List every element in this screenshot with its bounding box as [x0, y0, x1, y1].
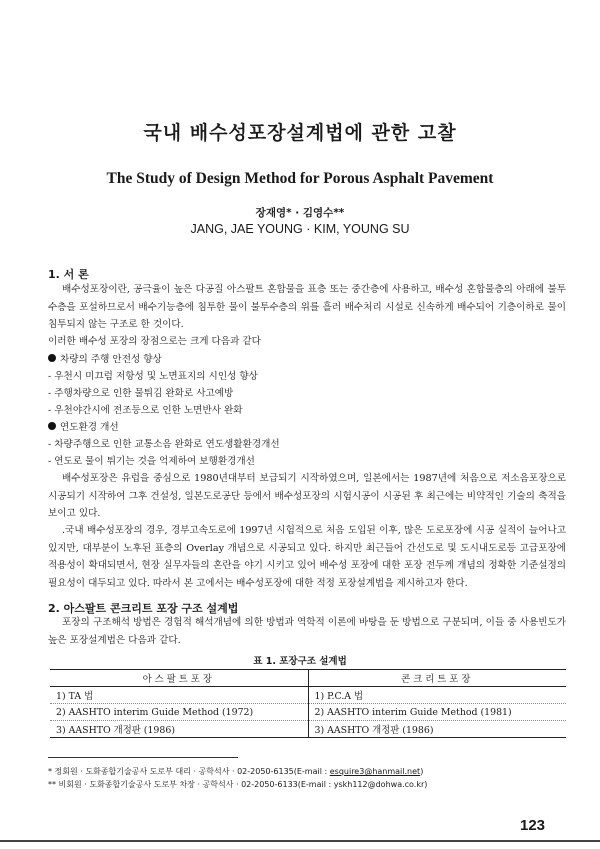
- table-cell: 1) P.C.A 법: [308, 687, 566, 704]
- footnote-1: [48, 766, 423, 777]
- footnote-separator: [48, 757, 238, 758]
- bullet-icon: [48, 422, 56, 430]
- table-header-asphalt: 아스팔트포장: [50, 670, 308, 687]
- table-row: [50, 721, 566, 738]
- table-row: [50, 687, 566, 704]
- intro-paragraph-1: 배수성포장이란, 공극율이 높은 다공질 아스팔트 혼합물을 표층 또는 중간층에 사용하고, 배수성 혼합물층의 아래에 불투수층을 포설하므로서 배수기능층에 침투한 물이 불투수층의 위를 흘러 배수처리 시설로 신속하게 배수되어 기층이하로 물이 침투되지 않는 구조로 한 것이다.: [48, 284, 566, 330]
- paper-subtitle: The Study of Design Method for Porous Asphalt Pavement: [106, 170, 494, 187]
- list-item: - 주행차량으로 인한 물튀김 완화로 사고예방: [48, 388, 234, 399]
- bullet-label: 연도환경 개선: [60, 422, 119, 433]
- bottom-rule: [0, 840, 600, 842]
- bullet-label: 차량의 주행 안전성 향상: [60, 354, 162, 365]
- table-header-row: [50, 670, 566, 687]
- footnote-1-text: * 정회원 · 도화종합기술공사 도로부 대리 · 공학석사 · 02-2050-6135(E-mail :: [48, 767, 330, 776]
- list-item: - 우천시 미끄럼 저항성 및 노면표지의 시인성 향상: [48, 371, 258, 382]
- authors-english: JANG, JAE YOUNG · KIM, YOUNG SU: [190, 222, 410, 236]
- page-number: 123: [520, 817, 546, 834]
- section-2-paragraph: 포장의 구조해석 방법은 경험적 해석개념에 의한 방법과 역학적 이론에 바탕을 둔 방법으로 구분되며, 이들 중 사용빈도가 높은 포장설계법은 다음과 같다.: [48, 617, 566, 646]
- authors-korean: 장재영* · 김영수**: [255, 207, 345, 219]
- table-row: [50, 704, 566, 721]
- table-cell: 3) AASHTO 개정판 (1986): [308, 721, 566, 738]
- footnote-2: ** 비회원 · 도화종합기술공사 도로부 차장 · 공학석사 · 02-2050-6133(E-mail : yskh112@dohwa.co.kr): [48, 780, 428, 789]
- table-cell: 2) AASHTO interim Guide Method (1972): [50, 704, 308, 721]
- list-item: - 우천야간시에 전조등으로 인한 노면반사 완화: [48, 405, 243, 416]
- intro-paragraph-2: 이러한 배수성 포장의 장점으로는 크게 다음과 같다: [48, 336, 261, 347]
- table-cell: 3) AASHTO 개정판 (1986): [50, 721, 308, 738]
- footnote-1-close: ): [420, 767, 424, 776]
- paper-title: 국내 배수성포장설계법에 관한 고찰: [143, 122, 457, 144]
- bullet-roadside-environment: [48, 419, 119, 437]
- intro-paragraph-4: .국내 배수성포장의 경우, 경부고속도로에 1997년 시험적으로 처음 도입된 이후, 많은 도로포장에 시공 실적이 늘어나고 있지만, 대부분이 노후된 표층의 Overlay 개념으로 시공되고 있다. 하지만 최근들어 간선도로 및 도시내도로등 고급포장에 적용성이 확대되면서, 현장 실무자들의 혼란을 야기 시키고 있어 배수성 포장에 대한 포장 전두께 개념의 정확한 기준설정의 필요성이 대두되고 있다. 따라서 본 고에서는 배수성포장에 대한 적정 포장설계법을 제시하고자 한다.: [48, 525, 566, 589]
- footnote-1-email-link[interactable]: esquire3@hanmail.net: [329, 767, 421, 776]
- table-header-concrete: 콘크리트포장: [308, 670, 566, 687]
- intro-paragraph-3: 배수성포장은 유럽을 중심으로 1980년대부터 보급되기 시작하였으며, 일본에서는 1987년에 처음으로 저소음포장으로 시공되기 시작하여 그후 건설성, 일본도로공단 등에서 배수성포장의 시험시공이 시공된 후 최근에는 비약적인 기술의 축적을 보이고 있다.: [48, 473, 566, 519]
- table-caption: 표 1. 포장구조 설계법: [253, 656, 347, 667]
- table-cell: 1) TA 법: [50, 687, 308, 704]
- bullet-icon: [48, 354, 56, 362]
- list-item: - 차량주행으로 인한 교통소음 완화로 연도생활환경개선: [48, 439, 280, 450]
- bullet-driving-safety: [48, 351, 162, 369]
- section-2-heading: 2. 아스팔트 콘크리트 포장 구조 설계법: [48, 602, 239, 615]
- table-cell: 2) AASHTO interim Guide Method (1981): [308, 704, 566, 721]
- section-1-heading: 1. 서 론: [48, 268, 89, 281]
- list-item: - 연도로 물이 튀기는 것을 억제하여 보행환경개선: [48, 456, 255, 467]
- design-method-table: [50, 669, 566, 738]
